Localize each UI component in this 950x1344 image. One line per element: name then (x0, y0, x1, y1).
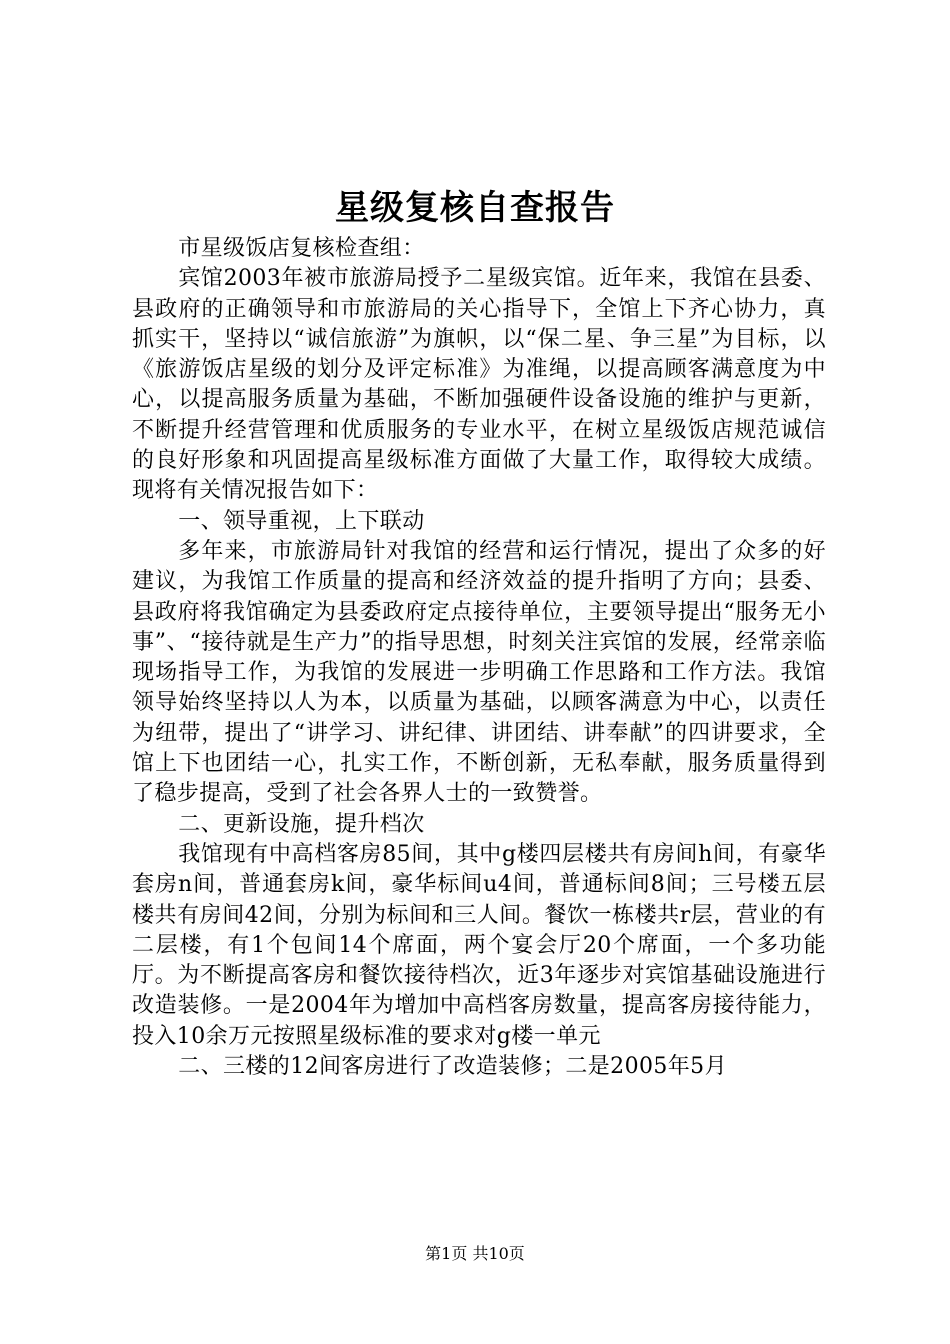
document-title: 星级复核自查报告 (335, 188, 615, 228)
section-heading-2: 二、更新设施，提升档次 (178, 811, 425, 837)
page-footer: 第1页 共10页 (425, 1244, 525, 1263)
paragraph-intro: 宾馆2003年被市旅游局授予二星级宾馆。近年来，我馆在县委、县政府的正确领导和市旅游局的关心指导下，全馆上下齐心协力，真抓实干，坚持以“诚信旅游”为旗帜，以“保二星、争三星”为目标，以《旅游饭店星级的划分及评定标准》为准绳，以提高顾客满意度为中心，以提高服务质量为基础，不断加强硬件设备设施的维护与更新，不断提升经营管理和优质服务的专业水平，在树立星级饭店规范诚信的良好形象和巩固提高星级标准方面做了大量工作，取得较大成绩。现将有关情况报告如下： (132, 266, 826, 504)
document-body (132, 234, 826, 1082)
paragraph-continued: 二、三楼的12间客房进行了改造装修；二是2005年5月 (178, 1054, 727, 1080)
paragraph-section-2: 我馆现有中高档客房85间，其中g楼四层楼共有房间h间，有豪华套房n间，普通套房k间，豪华标间u4间，普通标间8间；三号楼五层楼共有房间42间，分别为标间和三人间。餐饮一栋楼共r层，营业的有二层楼，有1个包间14个席面，两个宴会厅20个席面，一个多功能厅。为不断提高客房和餐饮接待档次，近3年逐步对宾馆基础设施进行改造装修。一是2004年为增加中高档客房数量，提高客房接待能力，投入10余万元按照星级标准的要求对g楼一单元 (132, 841, 826, 1049)
section-heading-1: 一、领导重视，上下联动 (178, 508, 425, 534)
salutation: 市星级饭店复核检查组： (178, 236, 425, 261)
paragraph-section-1: 多年来，市旅游局针对我馆的经营和运行情况，提出了众多的好建议，为我馆工作质量的提高和经济效益的提升指明了方向；县委、县政府将我馆确定为县委政府定点接待单位，主要领导提出“服务无小事”、“接待就是生产力”的指导思想，时刻关注宾馆的发展，经常亲临现场指导工作，为我馆的发展进一步明确工作思路和工作方法。我馆领导始终坚持以人为本，以质量为基础，以顾客满意为中心，以责任为纽带，提出了“讲学习、讲纪律、讲团结、讲奉献”的四讲要求，全馆上下也团结一心，扎实工作，不断创新，无私奉献，服务质量得到了稳步提高，受到了社会各界人士的一致赞誉。 (132, 538, 826, 807)
